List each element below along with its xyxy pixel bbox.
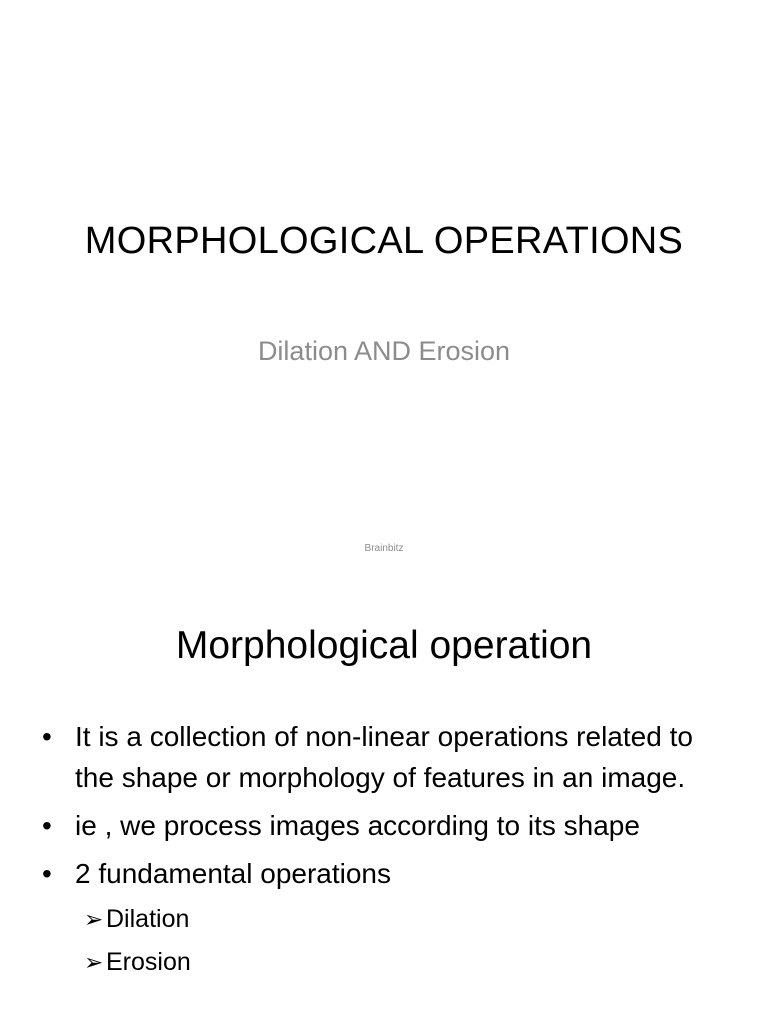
slide-footer: Brainbitz	[364, 543, 404, 554]
slide-content-heading: Morphological operation	[175, 624, 593, 667]
sub-bullet-text: Dilation	[106, 905, 190, 933]
bullet-text: 2 fundamental operations	[75, 858, 391, 889]
sub-bullet-item	[42, 944, 732, 980]
bullet-item	[42, 853, 732, 894]
bullet-dot-icon: •	[42, 721, 52, 752]
bullet-item	[42, 716, 732, 798]
slide-subtitle: Dilation AND Erosion	[257, 336, 511, 366]
sub-bullet-item	[42, 901, 732, 937]
bullet-text: ie , we process images according to its shape	[75, 810, 640, 841]
arrow-bullet-icon: ➢	[84, 949, 104, 975]
bullet-list	[42, 716, 732, 987]
bullet-item	[42, 805, 732, 846]
slide-title-heading: MORPHOLOGICAL OPERATIONS	[84, 220, 684, 262]
sub-bullet-text: Erosion	[106, 948, 191, 976]
bullet-text: It is a collection of non-linear operations related to the shape or morphology of features in an image.	[75, 721, 693, 793]
arrow-bullet-icon: ➢	[84, 906, 104, 932]
slide-content	[0, 576, 768, 1024]
bullet-dot-icon: •	[42, 810, 52, 841]
bullet-dot-icon: •	[42, 858, 52, 889]
